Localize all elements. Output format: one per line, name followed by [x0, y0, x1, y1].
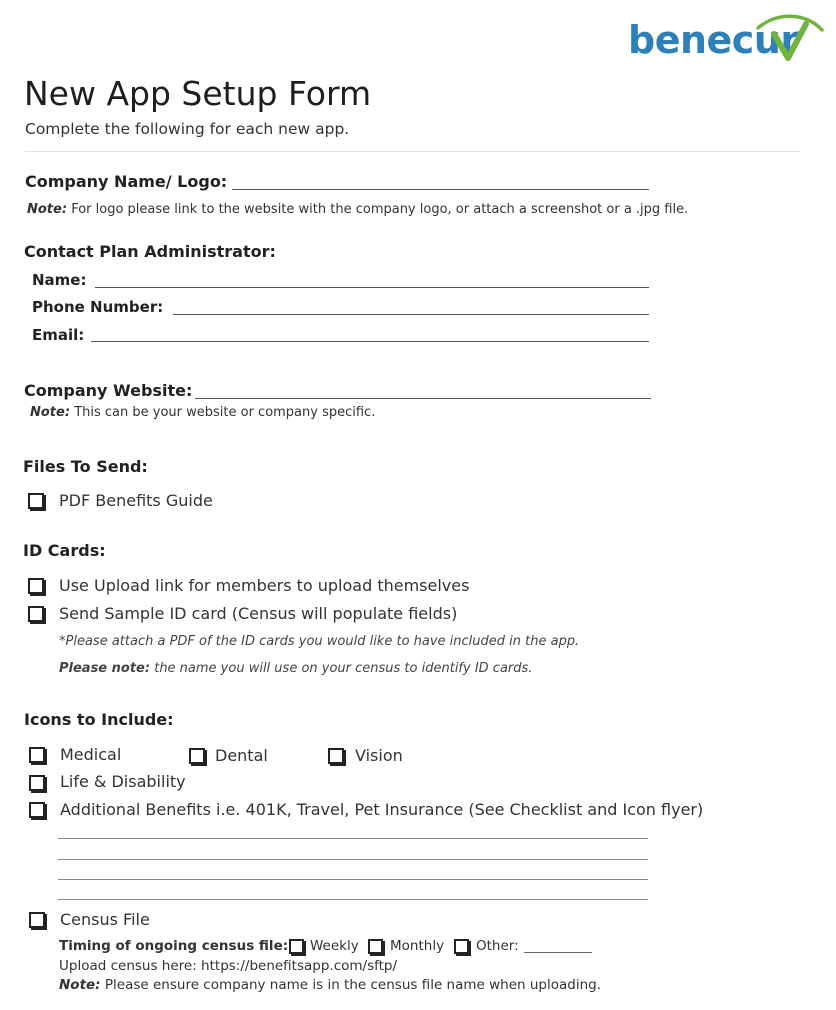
company-note-bold: Note: [27, 202, 68, 217]
medical-checkbox[interactable] [29, 747, 45, 763]
census-timing-label: Timing of ongoing census file: [59, 938, 289, 954]
contact-email-label: Email: [32, 326, 85, 344]
company-note [27, 202, 688, 217]
logo-v-swoosh-icon [756, 14, 826, 62]
company-note-text: For logo please link to the website with the company logo, or attach a screenshot or a .jpg file. [71, 202, 689, 217]
other-label: Other: [476, 938, 519, 954]
website-note [30, 405, 375, 420]
vision-label: Vision [355, 746, 403, 765]
icons-heading: Icons to Include: [24, 710, 174, 729]
census-note-text: Please ensure company name is in the census file name when uploading. [104, 977, 602, 993]
page-subtitle: Complete the following for each new app. [25, 120, 350, 138]
company-name-field[interactable] [232, 189, 649, 190]
id-please-note-text: the name you will use on your census to identify ID cards. [154, 661, 533, 676]
additional-benefits-line-1[interactable] [58, 838, 648, 839]
contact-name-field[interactable] [95, 287, 649, 288]
additional-benefits-line-3[interactable] [58, 879, 648, 880]
id-please-note [59, 661, 532, 676]
medical-label: Medical [60, 745, 122, 764]
page-title: New App Setup Form [24, 74, 372, 113]
upload-link-checkbox[interactable] [28, 578, 44, 594]
id-cards-heading: ID Cards: [23, 541, 106, 560]
census-note-bold: Note: [59, 977, 101, 993]
contact-name-label: Name: [32, 271, 87, 289]
id-attach-note: *Please attach a PDF of the ID cards you would like to have included in the app. [59, 634, 580, 649]
pdf-guide-label: PDF Benefits Guide [59, 491, 213, 510]
vision-checkbox[interactable] [328, 748, 344, 764]
other-field[interactable] [524, 952, 592, 953]
company-name-label: Company Name/ Logo: [25, 172, 228, 191]
id-please-note-bold: Please note: [59, 661, 151, 676]
contact-phone-label: Phone Number: [32, 298, 164, 316]
website-label: Company Website: [24, 381, 193, 400]
weekly-label: Weekly [310, 938, 359, 954]
send-sample-label: Send Sample ID card (Census will populate fields) [59, 604, 458, 623]
website-field[interactable] [195, 398, 651, 399]
monthly-label: Monthly [390, 938, 445, 954]
additional-benefits-line-2[interactable] [58, 859, 648, 860]
census-upload-text: Upload census here: https://benefitsapp.com/sftp/ [59, 958, 398, 974]
upload-link-label: Use Upload link for members to upload themselves [59, 576, 470, 595]
dental-checkbox[interactable] [189, 748, 205, 764]
send-sample-checkbox[interactable] [28, 606, 44, 622]
contact-email-field[interactable] [91, 341, 649, 342]
census-note [59, 977, 601, 993]
dental-label: Dental [215, 746, 268, 765]
benecurv-logo [628, 14, 828, 62]
monthly-checkbox[interactable] [368, 939, 383, 954]
contact-heading: Contact Plan Administrator: [24, 242, 276, 261]
additional-benefits-line-4[interactable] [58, 899, 648, 900]
website-note-bold: Note: [30, 405, 71, 420]
additional-benefits-label: Additional Benefits i.e. 401K, Travel, Pet Insurance (See Checklist and Icon flyer) [60, 800, 704, 819]
additional-benefits-checkbox[interactable] [29, 802, 45, 818]
pdf-guide-checkbox[interactable] [28, 493, 44, 509]
contact-phone-field[interactable] [173, 314, 649, 315]
life-disability-label: Life & Disability [60, 772, 186, 791]
other-checkbox[interactable] [454, 939, 469, 954]
census-file-checkbox[interactable] [29, 912, 45, 928]
logo-wordmark: benecur [628, 18, 799, 62]
files-heading: Files To Send: [23, 457, 148, 476]
weekly-checkbox[interactable] [289, 939, 304, 954]
life-disability-checkbox[interactable] [29, 775, 45, 791]
website-note-text: This can be your website or company specific. [74, 405, 376, 420]
census-file-label: Census File [60, 910, 150, 929]
header-divider [25, 151, 801, 152]
